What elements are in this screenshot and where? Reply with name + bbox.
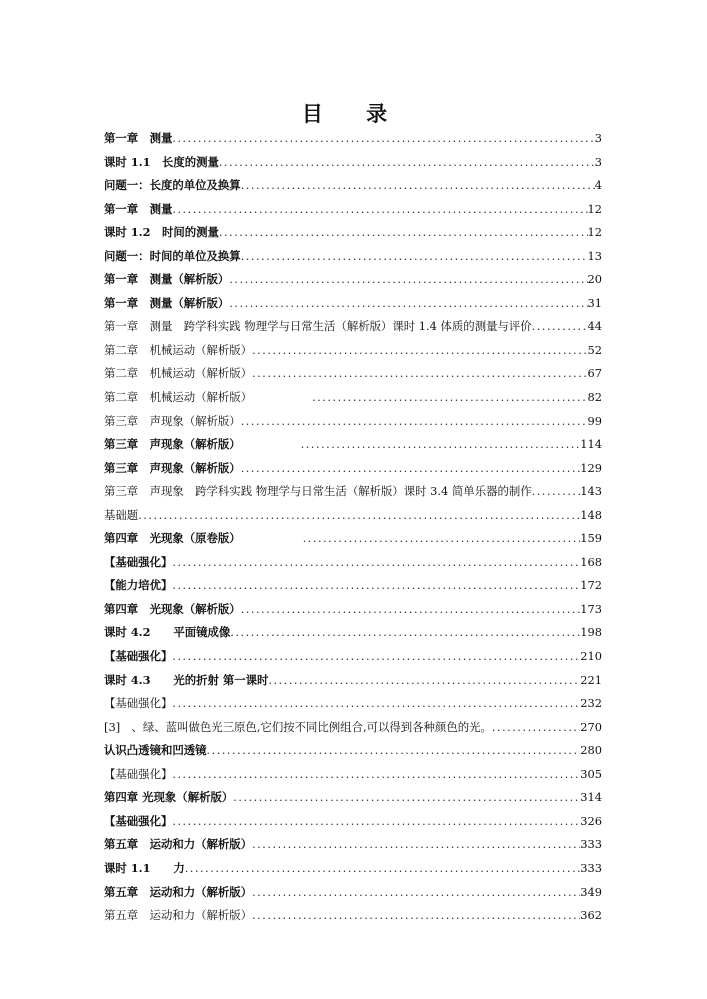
toc-entry[interactable] bbox=[104, 151, 602, 175]
toc-entry-page-number: 82 bbox=[587, 390, 602, 405]
toc-entry-label: 第三章 声现象 跨学科实践 物理学与日常生活（解析版）课时 3.4 简单乐器的制作 bbox=[104, 484, 532, 499]
toc-dot-leader bbox=[233, 786, 580, 810]
toc-dot-leader bbox=[252, 881, 580, 905]
toc-entry-label: 第一章 测量 跨学科实践 物理学与日常生活（解析版）课时 1.4 体质的测量与评价 bbox=[104, 319, 532, 334]
toc-entry-label: 第二章 机械运动（解析版） bbox=[104, 366, 253, 381]
toc-entry-page-number: 3 bbox=[594, 154, 602, 169]
toc-dot-leader bbox=[532, 480, 581, 504]
toc-entry[interactable] bbox=[104, 339, 602, 363]
toc-entry[interactable] bbox=[104, 315, 602, 339]
toc-entry-page-number: 99 bbox=[587, 413, 602, 428]
toc-dot-leader bbox=[241, 410, 588, 434]
toc-entry[interactable] bbox=[104, 174, 602, 198]
toc-entry-label: 课时 1.2 时间的测量 bbox=[104, 225, 219, 240]
toc-entry[interactable] bbox=[104, 362, 602, 386]
toc-dot-leader bbox=[252, 833, 580, 857]
toc-dot-leader bbox=[492, 716, 580, 740]
toc-dot-leader bbox=[172, 645, 580, 669]
toc-dot-leader bbox=[230, 621, 580, 645]
toc-entry[interactable] bbox=[104, 527, 602, 551]
toc-dot-leader bbox=[172, 692, 580, 716]
toc-entry-page-number: 333 bbox=[580, 837, 602, 852]
toc-dot-leader bbox=[172, 574, 580, 598]
toc-entry[interactable] bbox=[104, 574, 602, 598]
toc-entry-page-number: 168 bbox=[580, 554, 602, 569]
toc-entry-page-number: 333 bbox=[580, 860, 602, 875]
toc-entry[interactable] bbox=[104, 457, 602, 481]
toc-dot-leader bbox=[252, 362, 587, 386]
toc-entry[interactable] bbox=[104, 480, 602, 504]
toc-entry-page-number: 305 bbox=[580, 766, 602, 781]
toc-entry-label: 【基础强化】 bbox=[104, 813, 173, 828]
toc-entry-label: 基础题 bbox=[104, 507, 139, 522]
toc-entry-label: 课时 4.3 光的折射 第一课时 bbox=[104, 672, 269, 687]
toc-entry[interactable] bbox=[104, 245, 602, 269]
toc-entry-label: 认识凸透镜和凹透镜 bbox=[104, 743, 207, 758]
toc-entry-page-number: 31 bbox=[587, 295, 602, 310]
toc-entry[interactable] bbox=[104, 127, 602, 151]
toc-entry-page-number: 198 bbox=[580, 625, 602, 640]
toc-entry-page-number: 362 bbox=[580, 908, 602, 923]
toc-entry[interactable] bbox=[104, 504, 602, 528]
toc-dot-leader bbox=[301, 433, 581, 457]
toc-entry-page-number: 210 bbox=[580, 649, 602, 664]
toc-entry-label: 第五章 运动和力（解析版） bbox=[104, 837, 253, 852]
toc-entry-page-number: 20 bbox=[587, 272, 602, 287]
toc-dot-leader bbox=[172, 198, 587, 222]
toc-entry-page-number: 148 bbox=[580, 507, 602, 522]
toc-entry-label: 课时 1.1 力 bbox=[104, 860, 185, 875]
toc-entry[interactable] bbox=[104, 198, 602, 222]
toc-dot-leader bbox=[229, 268, 587, 292]
toc-dot-leader bbox=[252, 904, 580, 928]
toc-entry-page-number: 4 bbox=[594, 178, 602, 193]
toc-entry[interactable] bbox=[104, 433, 602, 457]
toc-entry-label: 第四章 光现象（解析版） bbox=[104, 790, 234, 805]
toc-entry[interactable] bbox=[104, 833, 602, 857]
toc-dot-leader bbox=[532, 315, 588, 339]
toc-entry[interactable] bbox=[104, 739, 602, 763]
toc-entry-page-number: 221 bbox=[580, 672, 602, 687]
toc-dot-leader bbox=[241, 457, 581, 481]
toc-entry[interactable] bbox=[104, 904, 602, 928]
toc-entry-page-number: 129 bbox=[580, 460, 602, 475]
toc-entry-label: 课时 4.2 平面镜成像 bbox=[104, 625, 231, 640]
toc-entry[interactable] bbox=[104, 268, 602, 292]
toc-entry-label: 第二章 机械运动（解析版） bbox=[104, 342, 253, 357]
toc-entry-page-number: 114 bbox=[580, 437, 602, 452]
toc-entry-label: 第二章 机械运动（解析版） bbox=[104, 390, 253, 405]
toc-entry-label: 课时 1.1 长度的测量 bbox=[104, 154, 219, 169]
toc-dot-leader bbox=[219, 151, 595, 175]
toc-dot-leader bbox=[312, 386, 587, 410]
toc-entry-label: 问题一：长度的单位及换算 bbox=[104, 178, 241, 193]
toc-entry-page-number: 44 bbox=[587, 319, 602, 334]
toc-dot-leader bbox=[185, 857, 581, 881]
toc-dot-leader bbox=[229, 292, 587, 316]
toc-entry-page-number: 12 bbox=[587, 225, 602, 240]
toc-entry-page-number: 159 bbox=[580, 531, 602, 546]
toc-entry[interactable] bbox=[104, 857, 602, 881]
toc-entry[interactable] bbox=[104, 669, 602, 693]
toc-entry-page-number: 12 bbox=[587, 201, 602, 216]
toc-entry-label: 【基础强化】 bbox=[104, 554, 173, 569]
toc-dot-leader bbox=[172, 810, 580, 834]
toc-dot-leader bbox=[303, 527, 581, 551]
toc-dot-leader bbox=[252, 339, 587, 363]
toc-entry[interactable] bbox=[104, 763, 602, 787]
toc-entry-page-number: 349 bbox=[580, 884, 602, 899]
toc-dot-leader bbox=[241, 245, 588, 269]
toc-entry[interactable] bbox=[104, 786, 602, 810]
toc-dot-leader bbox=[138, 504, 580, 528]
toc-entry-label: 【基础强化】 bbox=[104, 649, 173, 664]
toc-entry[interactable] bbox=[104, 621, 602, 645]
toc-entry-label: 第一章 测量（解析版） bbox=[104, 295, 230, 310]
toc-entry-label: 第三章 声现象（解析版） bbox=[104, 460, 241, 475]
toc-entry-page-number: 280 bbox=[580, 743, 602, 758]
toc-entry-page-number: 326 bbox=[580, 813, 602, 828]
toc-entry-page-number: 172 bbox=[580, 578, 602, 593]
toc-entry-label: 问题一：时间的单位及换算 bbox=[104, 248, 241, 263]
toc-entry-label: 第五章 运动和力（解析版） bbox=[104, 908, 253, 923]
toc-title: 目 录 bbox=[301, 101, 406, 126]
toc-entry[interactable] bbox=[104, 716, 602, 740]
toc-entry[interactable] bbox=[104, 386, 602, 410]
toc-dot-leader bbox=[172, 127, 594, 151]
toc-entry[interactable] bbox=[104, 598, 602, 622]
toc-entry-page-number: 52 bbox=[587, 342, 602, 357]
toc-entry-label: 第四章 光现象（解析版） bbox=[104, 601, 241, 616]
toc-entry[interactable] bbox=[104, 410, 602, 434]
toc-entry-page-number: 143 bbox=[580, 484, 602, 499]
toc-dot-leader bbox=[172, 551, 580, 575]
toc-entry-label: 【基础强化】 bbox=[104, 696, 173, 711]
toc-entry-page-number: 67 bbox=[587, 366, 602, 381]
toc-entry-page-number: 232 bbox=[580, 696, 602, 711]
toc-entry[interactable] bbox=[104, 881, 602, 905]
toc-entry[interactable] bbox=[104, 221, 602, 245]
toc-entry-label: [3] 、绿、蓝叫做色光三原色,它们按不同比例组合,可以得到各种颜色的光。 bbox=[104, 719, 492, 734]
toc-entry-label: 第一章 测量 bbox=[104, 131, 173, 145]
toc-entry-label: 第三章 声现象（解析版） bbox=[104, 413, 241, 428]
toc-entry-label: 【能力培优】 bbox=[104, 578, 173, 593]
toc-entry-page-number: 314 bbox=[580, 790, 602, 805]
toc-entry-page-number: 173 bbox=[580, 601, 602, 616]
toc-entry-page-number: 270 bbox=[580, 719, 602, 734]
toc-entry-label: 第一章 测量（解析版） bbox=[104, 272, 230, 287]
toc-dot-leader bbox=[268, 669, 580, 693]
toc-dot-leader bbox=[172, 763, 580, 787]
toc-entry-label: 【基础强化】 bbox=[104, 766, 173, 781]
toc-dot-leader bbox=[241, 174, 595, 198]
toc-entry-label: 第一章 测量 bbox=[104, 201, 173, 216]
toc-entry[interactable] bbox=[104, 292, 602, 316]
toc-entry-label: 第四章 光现象（原卷版） bbox=[104, 531, 241, 546]
toc-entry[interactable] bbox=[104, 692, 602, 716]
toc-dot-leader bbox=[241, 598, 581, 622]
toc-entry-label: 第三章 声现象（解析版） bbox=[104, 437, 241, 452]
toc-dot-leader bbox=[207, 739, 581, 763]
toc-entry-label: 第五章 运动和力（解析版） bbox=[104, 884, 253, 899]
toc-entry-page-number: 13 bbox=[587, 248, 602, 263]
toc-entry[interactable] bbox=[104, 645, 602, 669]
toc-entry[interactable] bbox=[104, 810, 602, 834]
toc-list bbox=[104, 127, 602, 928]
toc-entry-page-number: 3 bbox=[594, 131, 602, 145]
toc-dot-leader bbox=[219, 221, 588, 245]
toc-entry[interactable] bbox=[104, 551, 602, 575]
